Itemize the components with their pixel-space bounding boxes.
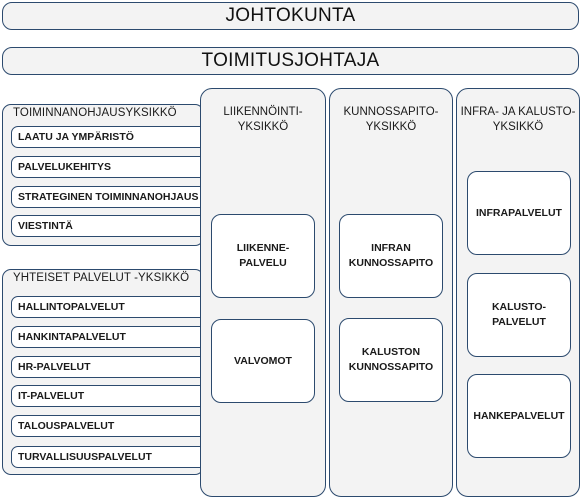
- shared-item-finance: TALOUSPALVELUT: [11, 415, 211, 437]
- project-services-box: HANKEPALVELUT: [467, 374, 571, 458]
- shared-item-procurement: HANKINTAPALVELUT: [11, 326, 211, 348]
- shared-services-panel: [2, 269, 204, 475]
- fleet-maintenance-box: KALUSTON KUNNOSSAPITO: [339, 318, 443, 402]
- infrastructure-maintenance-box: INFRAN KUNNOSSAPITO: [339, 214, 443, 298]
- ceo-box: [2, 47, 579, 75]
- infra-fleet-unit-title: INFRA- JA KALUSTO- YKSIKKÖ: [460, 106, 576, 133]
- steering-unit-title: TOIMINNANOHJAUSYKSIKKÖ: [13, 107, 177, 119]
- shared-services-title: YHTEISET PALVELUT -YKSIKKÖ: [13, 272, 190, 284]
- fleet-services-box: KALUSTO- PALVELUT: [467, 273, 571, 357]
- infrastructure-services-box: INFRAPALVELUT: [467, 171, 571, 255]
- shared-item-administration: HALLINTOPALVELUT: [11, 296, 211, 318]
- steering-item-communications: VIESTINTÄ: [11, 215, 211, 237]
- traffic-unit-column: [200, 88, 326, 497]
- steering-item-service-development: PALVELUKEHITYS: [11, 156, 211, 178]
- board-box: [2, 2, 579, 30]
- board-label: JOHTOKUNTA: [225, 5, 356, 26]
- shared-item-it: IT-PALVELUT: [11, 385, 211, 407]
- traffic-unit-title: LIIKENNÖINTI- YKSIKKÖ: [223, 106, 303, 133]
- shared-item-security: TURVALLISUUSPALVELUT: [11, 446, 211, 468]
- ceo-label: TOIMITUSJOHTAJA: [201, 50, 380, 71]
- steering-unit-panel: [2, 104, 204, 246]
- traffic-service-box: LIIKENNE- PALVELU: [211, 214, 315, 298]
- steering-item-strategic-steering: STRATEGINEN TOIMINNANOHJAUS: [11, 186, 211, 208]
- infra-fleet-unit-column: [456, 88, 580, 497]
- maintenance-unit-title: KUNNOSSAPITO- YKSIKKÖ: [343, 106, 439, 133]
- shared-item-hr: HR-PALVELUT: [11, 356, 211, 378]
- maintenance-unit-column: [329, 88, 453, 497]
- control-rooms-box: VALVOMOT: [211, 319, 315, 403]
- steering-item-quality: LAATU JA YMPÄRISTÖ: [11, 126, 211, 148]
